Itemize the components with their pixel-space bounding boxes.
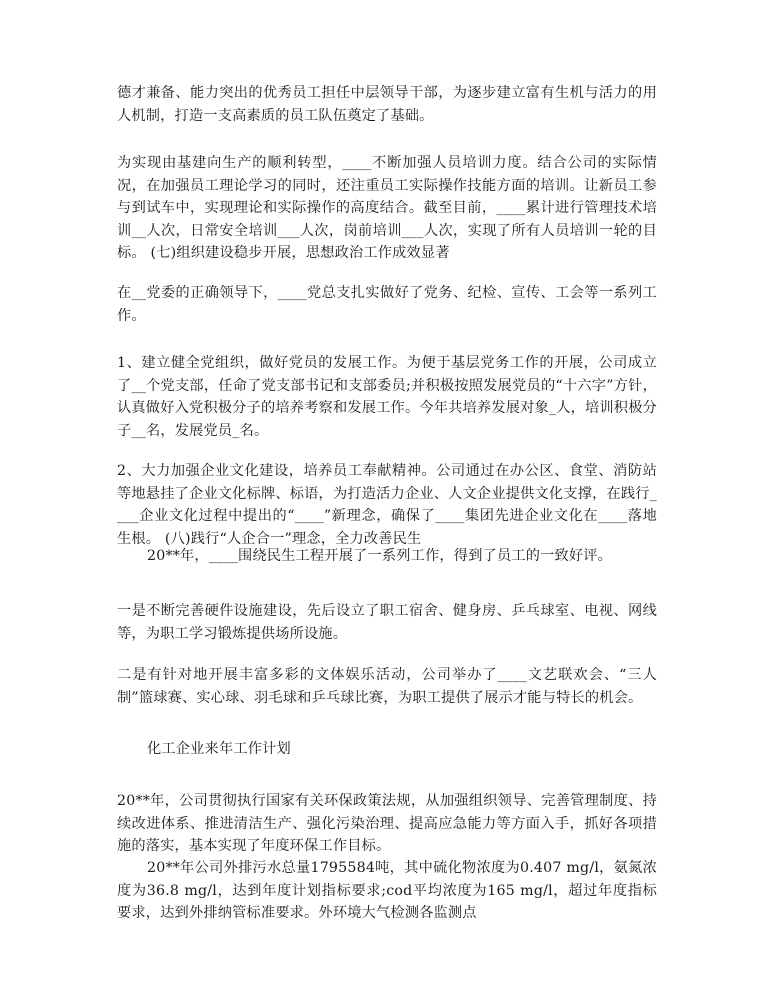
paragraph-talent-selection: 德才兼备、能力突出的优秀员工担任中层领导干部，为逐步建立富有生机与活力的用人机制，打造一支高素质的员工队伍奠定了基础。 (117, 85, 657, 124)
paragraph-livelihood-projects: 20**年，____围绕民生工程开展了一系列工作，得到了员工的一致好评。 (147, 548, 613, 564)
paragraph-facilities: 一是不断完善硬件设施建设，先后设立了职工宿舍、健身房、乒乓球室、电视、网线等，为职工学习锻炼提供场所设施。 (117, 603, 657, 642)
section-heading-work-plan: 化工企业来年工作计划 (147, 741, 291, 757)
paragraph-staff-training: 为实现由基建向生产的顺利转型，____不断加强人员培训力度。结合公司的实际情况，在加强员工理论学习的同时，还注重员工实际操作技能方面的培训。让新员工参与到试车中，实现理论和实际操作的高度结合。截至目前，____累计进行管理技术培训__人次，日常安全培训___人次，岗前培训___人次，实现了所有人员培训一轮的目标。 (七)组织建设稳步开展，思想政治工作成效显著 (117, 155, 657, 261)
paragraph-corporate-culture: 2、大力加强企业文化建设，培养员工奉献精神。公司通过在办公区、食堂、消防站等地悬挂了企业文化标牌、标语，为打造活力企业、人文企业提供文化支撑，在践行____企业文化过程中提出的“____”新理念，确保了____集团先进企业文化在____落地生根。 (八)践行“人企合一”理念，全力改善民生 (117, 463, 657, 547)
paragraph-environmental-policy: 20**年，公司贯彻执行国家有关环保政策法规，从加强组织领导、完善管理制度、持续改进体系、推进清洁生产、强化污染治理、提高应急能力等方面入手，抓好各项措施的落实，基本实现了年度环保工作目标。 (117, 793, 657, 854)
paragraph-cultural-activities: 二是有针对地开展丰富多彩的文体娱乐活动，公司举办了____文艺联欢会、“三人制”篮球赛、实心球、羽毛球和乒乓球比赛，为职工提供了展示才能与特长的机会。 (117, 667, 657, 706)
paragraph-emission-data: 20**年公司外排污水总量1795584吨，其中硫化物浓度为0.407 mg/l，氨氮浓度为36.8 mg/l，达到年度计划指标要求;cod平均浓度为165 mg/l，超过年度指标要求，达到外排纳管标准要求。外环境大气检测各监测点 (117, 860, 657, 921)
paragraph-party-leadership: 在__党委的正确领导下，____党总支扎实做好了党务、纪检、宣传、工会等一系列工作。 (117, 285, 657, 324)
paragraph-party-organization: 1、建立健全党组织，做好党员的发展工作。为便于基层党务工作的开展，公司成立了__个党支部，任命了党支部书记和支部委员;并积极按照发展党员的“十六字”方针，认真做好入党积极分子的培养考察和发展工作。今年共培养发展对象_人，培训积极分子__名，发展党员_名。 (117, 355, 657, 439)
